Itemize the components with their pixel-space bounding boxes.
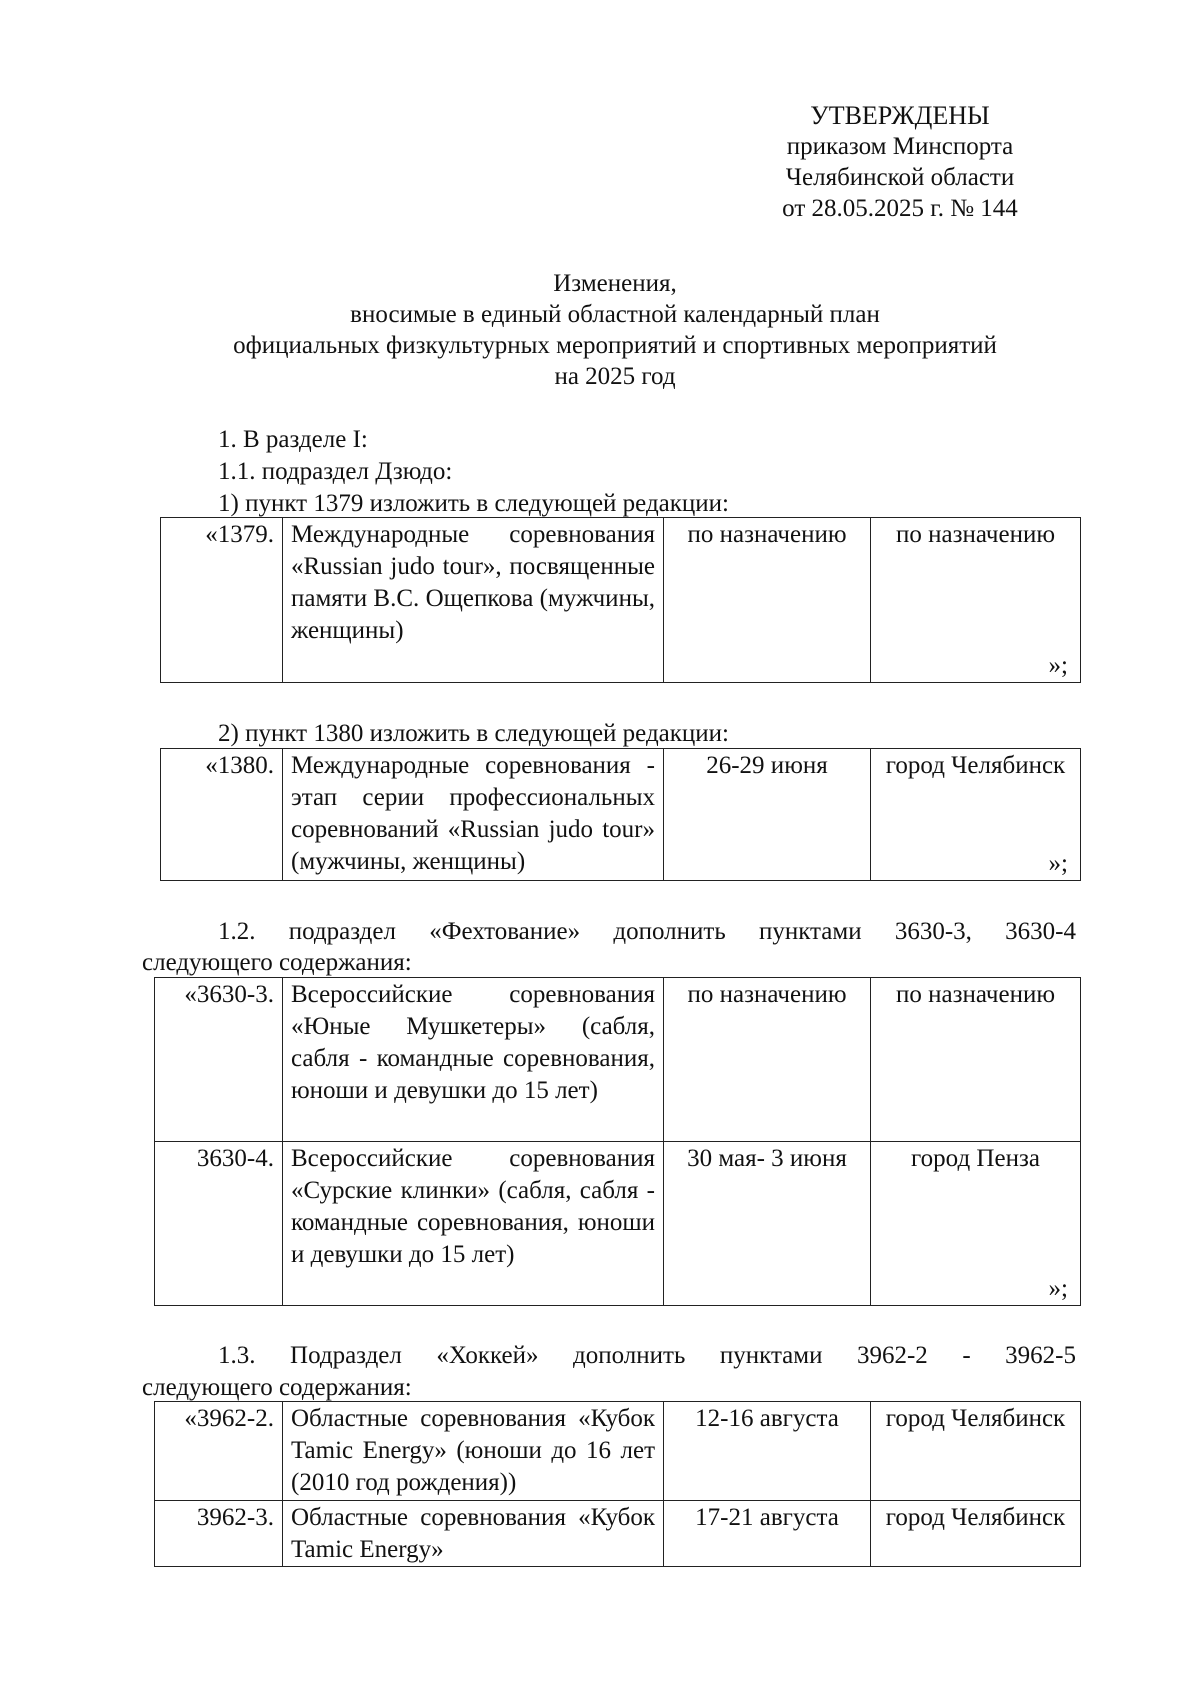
event-place-cell [871, 978, 1081, 1142]
event-date: 26-29 июня [664, 749, 871, 881]
table-row [161, 518, 1081, 683]
item-1379-intro: 1) пункт 1379 изложить в следующей редакции: [218, 490, 729, 517]
approval-heading: УТВЕРЖДЕНЫ [810, 101, 990, 130]
event-place: город Челябинск [885, 1405, 1066, 1432]
closing-quote: »; [1048, 652, 1068, 679]
event-name: Всероссийские соревнования «Сурские клинки» (сабля, сабля - командные соревнования, юноши и девушки до 15 лет) [283, 1142, 664, 1306]
approval-block [750, 100, 1050, 224]
title-line-3: официальных физкультурных мероприятий и спортивных мероприятий [233, 332, 997, 359]
event-place: город Челябинск [885, 1504, 1066, 1531]
event-name: Всероссийские соревнования «Юные Мушкетеры» (сабля, сабля - командные соревнования, юноши и девушки до 15 лет) [283, 978, 664, 1142]
section-heading: 1. В разделе I: [218, 426, 368, 453]
subsection-1-1: 1.1. подраздел Дзюдо: [218, 458, 453, 485]
event-name: Областные соревнования «Кубок Tamic Energy» [283, 1501, 664, 1567]
title-line-1: Изменения, [553, 270, 677, 297]
document-title [130, 268, 1100, 392]
approval-line-2: Челябинской области [785, 164, 1015, 191]
table-row [161, 749, 1081, 881]
row-number: «3962-2. [155, 1402, 283, 1501]
subsection-1-2-line-2: следующего содержания: [142, 949, 412, 976]
event-place-cell [871, 518, 1081, 683]
table-row [155, 1501, 1081, 1567]
subsection-1-3-line-2: следующего содержания: [142, 1374, 412, 1401]
event-place: по назначению [895, 981, 1056, 1008]
event-date: по назначению [664, 978, 871, 1142]
event-name: Международные соревнования «Russian judo tour», посвященные памяти В.С. Ощепкова (мужчины, женщины) [283, 518, 664, 683]
table-row [155, 1142, 1081, 1306]
title-line-2: вносимые в единый областной календарный план [350, 301, 880, 328]
table-item-1379 [160, 517, 1081, 683]
subsection-1-3-line-1: 1.3. Подраздел «Хоккей» дополнить пунктами 3962-2 - 3962-5 [218, 1342, 1076, 1369]
row-number: 3630-4. [155, 1142, 283, 1306]
title-line-4: на 2025 год [554, 363, 676, 390]
row-number: 3962-3. [155, 1501, 283, 1567]
table-item-1380 [160, 748, 1081, 881]
event-place-cell [871, 1501, 1081, 1567]
table-row [155, 978, 1081, 1142]
event-place-cell [871, 1402, 1081, 1501]
event-place: город Пенза [911, 1145, 1040, 1172]
event-name: Международные соревнования - этап серии профессиональных соревнований «Russian judo tour» (мужчины, женщины) [283, 749, 664, 881]
table-fencing [154, 977, 1081, 1306]
row-number: «1380. [161, 749, 283, 881]
closing-quote: »; [1048, 1275, 1068, 1302]
row-number: «1379. [161, 518, 283, 683]
event-name: Областные соревнования «Кубок Tamic Energy» (юноши до 16 лет (2010 год рождения)) [283, 1402, 664, 1501]
subsection-1-2-line-1: 1.2. подраздел «Фехтование» дополнить пунктами 3630-3, 3630-4 [218, 918, 1076, 945]
row-number: «3630-3. [155, 978, 283, 1142]
approval-line-1: приказом Минспорта [786, 133, 1014, 160]
table-hockey [154, 1401, 1081, 1567]
event-date: по назначению [664, 518, 871, 683]
closing-quote: »; [1048, 850, 1068, 877]
event-place: город Челябинск [885, 752, 1066, 779]
item-1380-intro: 2) пункт 1380 изложить в следующей редакции: [218, 720, 729, 747]
approval-line-3: от 28.05.2025 г. № 144 [782, 195, 1018, 222]
event-date: 17-21 августа [664, 1501, 871, 1567]
table-row [155, 1402, 1081, 1501]
event-date: 30 мая- 3 июня [664, 1142, 871, 1306]
event-place-cell [871, 1142, 1081, 1306]
event-place: по назначению [895, 521, 1056, 548]
event-place-cell [871, 749, 1081, 881]
event-date: 12-16 августа [664, 1402, 871, 1501]
